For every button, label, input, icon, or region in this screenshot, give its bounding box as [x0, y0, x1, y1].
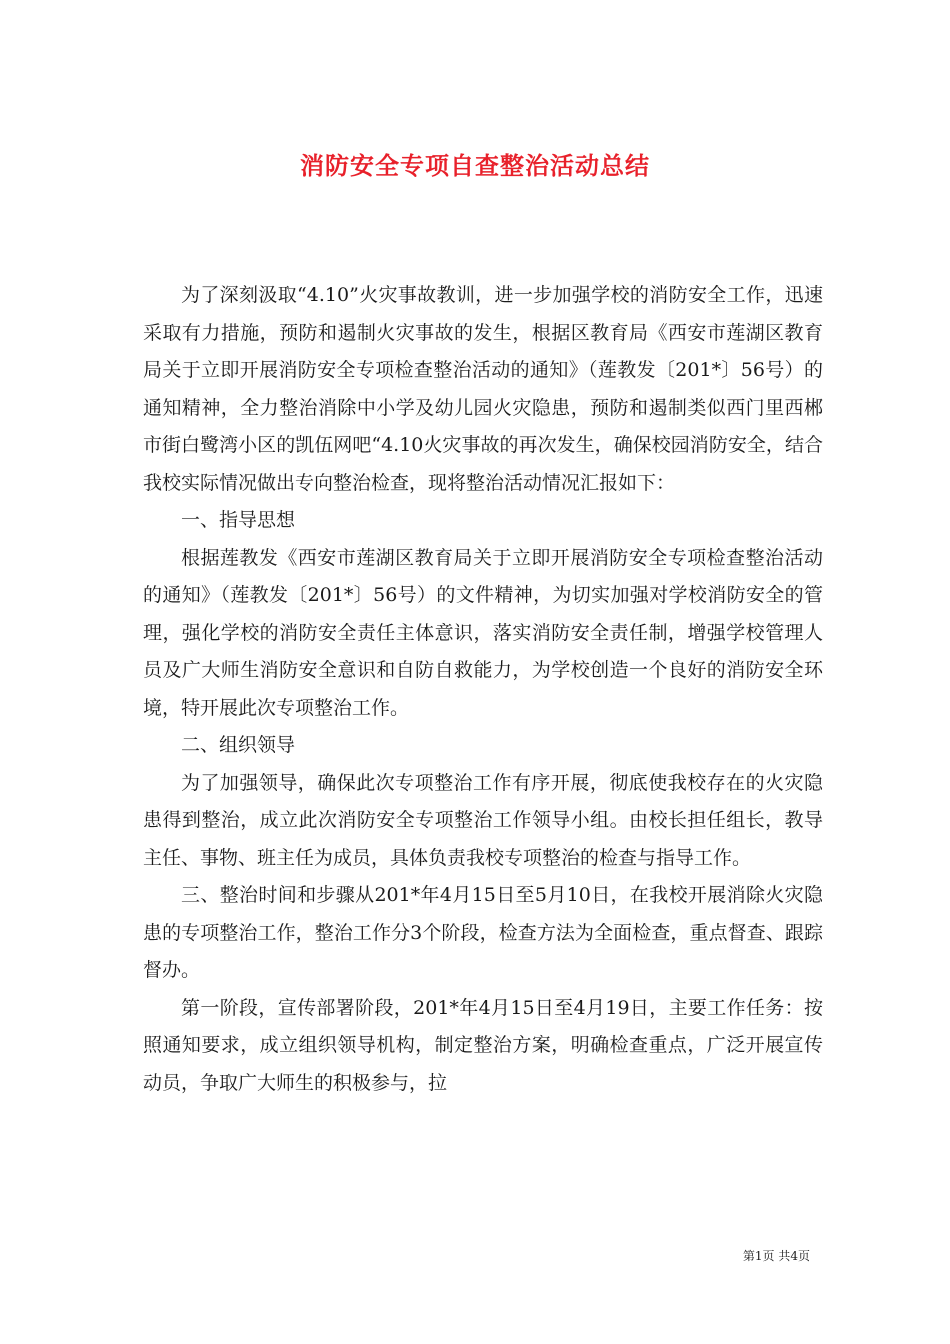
paragraph-schedule-steps: 三、整治时间和步骤从201*年4月15日至5月10日，在我校开展消除火灾隐患的专项整治工作，整治工作分3个阶段，检查方法为全面检查，重点督查、跟踪督办。 [143, 884, 823, 981]
document-body [143, 277, 823, 1102]
page-number: 第1页 共4页 [742, 1249, 810, 1263]
paragraph-first-stage: 第一阶段，宣传部署阶段，201*年4月15日至4月19日，主要工作任务：按照通知要求，成立组织领导机构，制定整治方案，明确检查重点，广泛开展宣传动员，争取广大师生的积极参与，拉 [143, 996, 823, 1094]
paragraph-guiding-ideology: 根据莲教发《西安市莲湖区教育局关于立即开展消防安全专项检查整治活动的通知》（莲教发〔201*〕56号）的文件精神，为切实加强对学校消防安全的管理，强化学校的消防安全责任主体意识，落实消防安全责任制，增强学校管理人员及广大师生消防安全意识和自防自救能力，为学校创造一个良好的消防安全环境，特开展此次专项整治工作。 [143, 546, 823, 719]
heading-organization-leadership: 二、组织领导 [181, 734, 296, 756]
document-title: 消防安全专项自查整治活动总结 [300, 151, 650, 181]
heading-guiding-ideology: 一、指导思想 [181, 509, 296, 531]
paragraph-intro: 为了深刻汲取“4.10”火灾事故教训，进一步加强学校的消防安全工作，迅速采取有力措施，预防和遏制火灾事故的发生，根据区教育局《西安市莲湖区教育局关于立即开展消防安全专项检查整治活动的通知》（莲教发〔201*〕56号）的通知精神，全力整治消除中小学及幼儿园火灾隐患，预防和遏制类似西门里西郴市街白鹭湾小区的凯伍网吧“4.10火灾事故的再次发生，确保校园消防安全，结合我校实际情况做出专向整治检查，现将整治活动情况汇报如下： [143, 284, 823, 494]
paragraph-organization-leadership: 为了加强领导，确保此次专项整治工作有序开展，彻底使我校存在的火灾隐患得到整治，成立此次消防安全专项整治工作领导小组。由校长担任组长，教导主任、事物、班主任为成员，具体负责我校专项整治的检查与指导工作。 [143, 771, 823, 869]
